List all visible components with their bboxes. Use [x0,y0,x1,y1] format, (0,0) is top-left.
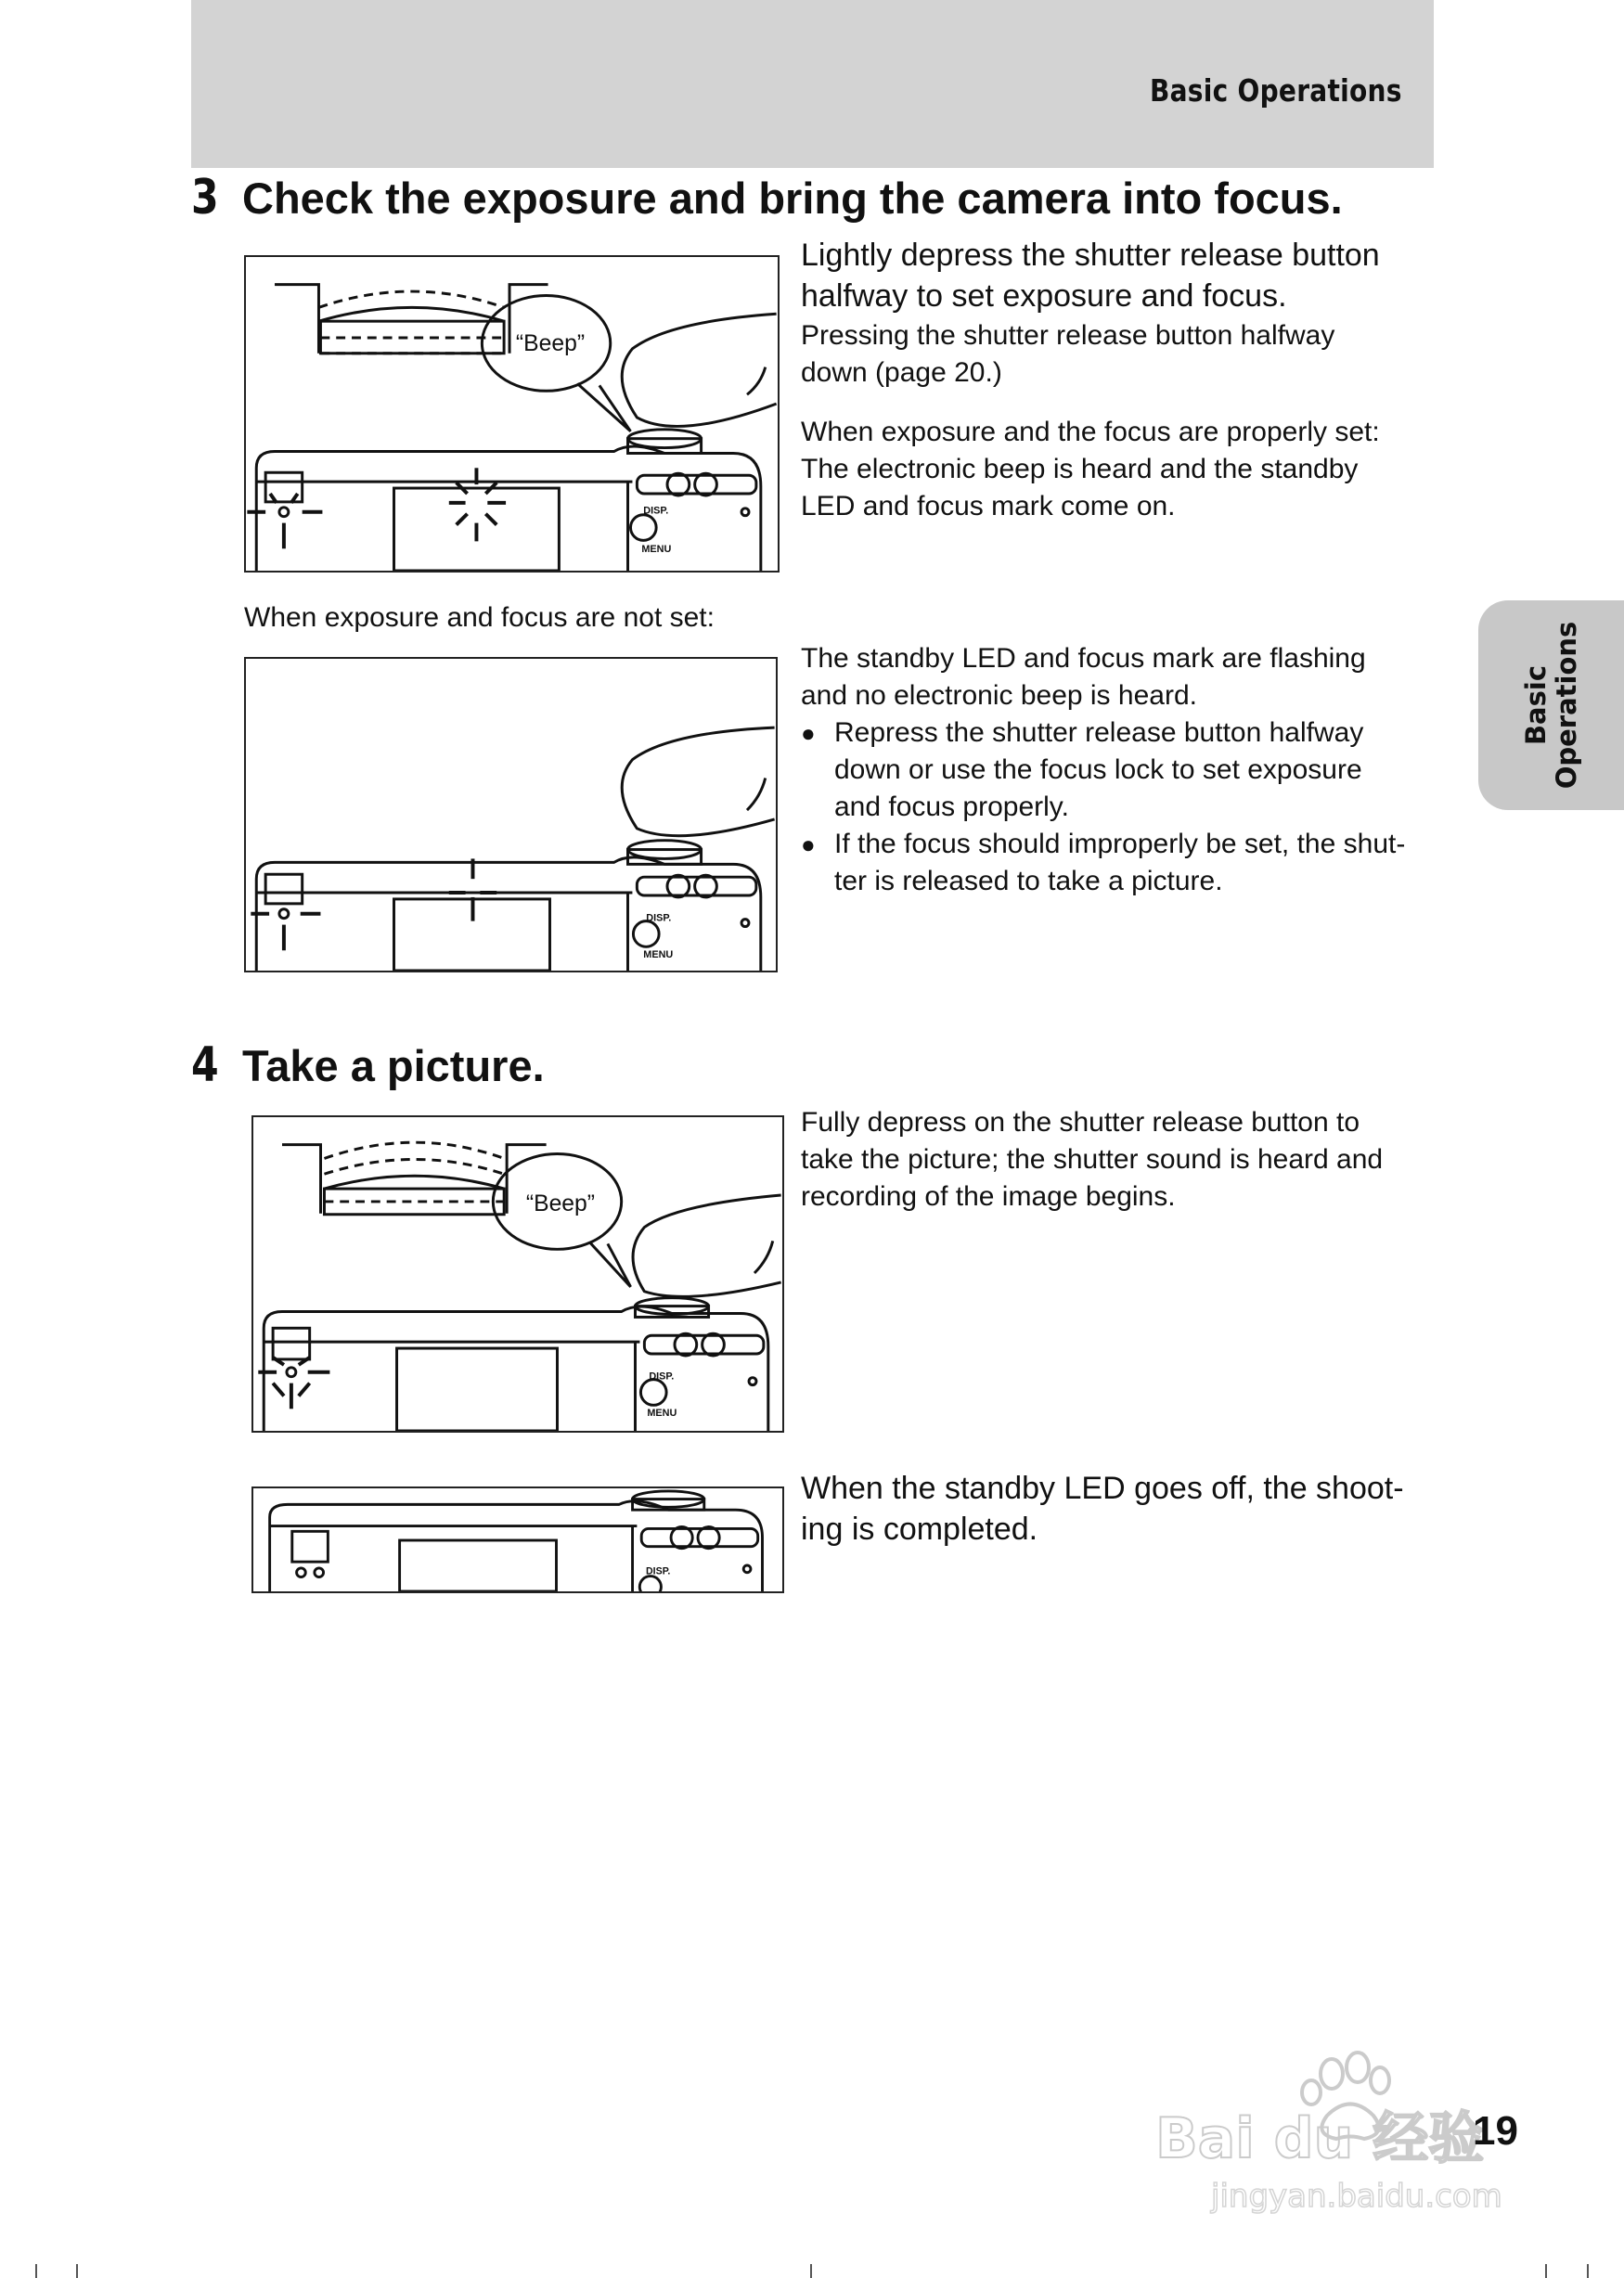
step4-description [801,1104,1450,1216]
step3-bullet-1 [801,714,1450,826]
side-tab-basic-operations[interactable] [1478,600,1624,810]
disp-label-2: DISP. [646,912,672,924]
figure-focus-not-set [244,657,778,972]
step3-set-line2: The electronic beep is heard and the standby [801,454,1359,484]
step3-reference [801,317,1450,392]
bullet2-line1: ● If the focus should improperly be set, the shut- [834,829,1406,859]
side-tab-line2: Operations [1550,621,1582,790]
step3-intro-line2: halfway to set exposure and focus. [801,278,1287,314]
bullet2-line2: ter is released to take a picture. [834,866,1223,896]
menu-label-1: MENU [641,544,672,556]
figure-full-press [251,1115,784,1433]
section-title: Basic Operations [1150,72,1402,109]
header-bar [191,0,1434,168]
menu-label-2: MENU [643,949,674,961]
crop-mark [76,2264,78,2278]
beep-bubble-text-2: “Beep” [525,1190,596,1216]
disp-label-3: DISP. [649,1371,675,1383]
step3-title: Check the exposure and bring the camera into focus. [242,174,1343,223]
step4-done-line2: ing is completed. [801,1512,1038,1547]
step3-intro [801,235,1450,316]
step3-flash-line1: The standby LED and focus mark are flashing [801,643,1366,674]
figure-half-press-focused [244,255,780,573]
crop-mark [1545,2264,1547,2278]
camera-illustration-4 [253,1488,782,1591]
step4-completion [801,1468,1450,1550]
disp-label-4: DISP. [646,1565,671,1577]
step3-number: 3 [191,170,219,225]
step3-heading [191,170,1343,225]
beep-bubble-text-1: “Beep” [515,330,586,356]
step3-ref-line1: Pressing the shutter release button halfway [801,320,1335,351]
watermark-url: jingyan.baidu.com [1211,2178,1502,2215]
step3-flash-line2: and no electronic beep is heard. [801,680,1197,711]
step3-set-line3: LED and focus mark come on. [801,491,1176,521]
step3-set-line1: When exposure and the focus are properly set: [801,417,1380,447]
camera-illustration-2 [246,659,776,971]
figure-standby-off [251,1486,784,1593]
bullet1-line1: ● Repress the shutter release button halfway [834,717,1364,748]
step3-flashing [801,640,1450,900]
camera-illustration-1 [246,257,778,571]
side-tab-line1: Basic [1519,664,1552,746]
disp-label-1: DISP. [643,505,669,517]
step3-bullet-2 [801,826,1450,900]
step3-ref-line2: down (page 20.) [801,357,1002,388]
not-set-caption: When exposure and focus are not set: [244,602,715,633]
camera-illustration-3 [253,1117,782,1431]
step4-desc-line3: recording of the image begins. [801,1181,1176,1212]
step4-heading [191,1037,545,1093]
step3-set-result [801,414,1450,525]
step3-intro-line1: Lightly depress the shutter release button [801,238,1380,273]
crop-mark [35,2264,37,2278]
step4-desc-line2: take the picture; the shutter sound is heard and [801,1144,1384,1175]
step3-bullet-list [801,714,1450,900]
side-tab-label [1521,622,1582,790]
crop-mark [1587,2264,1589,2278]
step4-done-line1: When the standby LED goes off, the shoot- [801,1471,1404,1506]
page-number: 19 [1473,2108,1518,2154]
watermark-brand: Bai du 经验 [1155,2106,1485,2171]
bullet1-line2: down or use the focus lock to set exposure [834,754,1362,785]
bullet1-line3: and focus properly. [834,792,1069,822]
step4-desc-line1: Fully depress on the shutter release button to [801,1107,1360,1138]
menu-label-3: MENU [647,1408,677,1420]
step4-number: 4 [191,1037,219,1093]
step4-title: Take a picture. [242,1041,545,1090]
crop-mark [810,2264,812,2278]
